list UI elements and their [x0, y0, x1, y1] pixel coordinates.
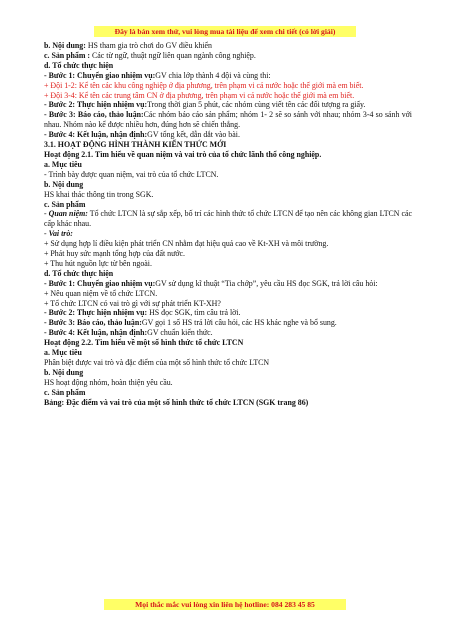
step-1	[44, 71, 412, 81]
text-product: Các từ ngữ, thuật ngữ liên quan ngành công nghiệp.	[90, 50, 256, 60]
step-4b-label: - Bước 4: Kết luận, nhận định:	[44, 328, 148, 338]
step-1b	[44, 279, 412, 289]
hotline-footer	[0, 600, 450, 609]
role-label: - Vai trò:	[44, 229, 73, 239]
preview-notice	[0, 27, 450, 36]
step-1-text: GV chia lớp thành 4 đội và cùng thi:	[155, 70, 271, 80]
step-4b	[44, 328, 412, 338]
step-4-label: - Bước 4: Kết luận, nhận định:	[44, 130, 148, 140]
concept-line	[44, 209, 412, 229]
step-4	[44, 130, 412, 140]
step-3b-text: GV gọi 1 số HS trả lời câu hỏi, các HS khác nghe và bổ sung.	[141, 318, 337, 328]
step-4b-text: GV chuẩn kiến thức.	[147, 328, 213, 338]
text-content: HS tham gia trò chơi do GV điều khiển	[85, 41, 212, 50]
heading-content: b. Nội dung	[44, 179, 84, 189]
heading-organize-2: d. Tổ chức thực hiện	[44, 268, 114, 278]
role-item-1: + Sử dụng hợp lí điều kiện phát triển CN nhằm đạt hiệu quả cao về Kt-XH và môi trường.	[44, 239, 329, 249]
section-heading: 3.1. HOẠT ĐỘNG HÌNH THÀNH KIẾN THỨC MỚI	[44, 140, 227, 150]
objective-text-2: Phân biệt được vai trò và đặc điểm của một số hình thức tổ chức LTCN	[44, 358, 270, 367]
heading-content-2: b. Nội dung	[44, 367, 84, 377]
step-2-label: - Bước 2: Thực hiện nhiệm vụ:	[44, 100, 148, 110]
step-2b	[44, 308, 412, 318]
heading-product-2: c. Sản phẩm	[44, 387, 86, 397]
heading-objective-2: a. Mục tiêu	[44, 348, 82, 358]
label-product: c. Sản phẩm :	[44, 50, 91, 60]
step-3b	[44, 318, 412, 328]
step-1-label: - Bước 1: Chuyển giao nhiệm vụ:	[44, 70, 156, 80]
step-2b-label: - Bước 2: Thực hiện nhiệm vụ:	[44, 308, 148, 318]
step-2	[44, 100, 412, 110]
label-content: b. Nội dung:	[44, 41, 86, 50]
line-content	[44, 41, 412, 51]
objective-text: - Trình bày được quan niệm, vai trò của tổ chức LTCN.	[44, 169, 219, 179]
preview-notice-text: Đây là bản xem thử, vui lòng mua tài liệu để xem chi tiết (có lời giải)	[114, 27, 336, 36]
table-caption: Bảng: Đặc điểm và vai trò của một số hình thức tổ chức LTCN (SGK trang 86)	[44, 397, 309, 407]
step-4-text: GV tổng kết, dẫn dắt vào bài.	[147, 130, 240, 140]
step-3-text: Các nhóm báo cáo sản phẩm; nhóm 1- 2 sẽ so sánh với nhau; nhóm 3-4 so sánh với nhau. Nhóm nào kể được nhiều hơn, đúng hơn sẽ chiến thắng.	[44, 110, 412, 130]
activity-2-2-title: Hoạt động 2.2. Tìm hiểu về một số hình thức tổ chức LTCN	[44, 338, 244, 348]
concept-label: - Quan niệm:	[44, 209, 88, 219]
role-item-3: + Thu hút nguồn lực từ bên ngoài.	[44, 258, 152, 268]
step-1b-label: - Bước 1: Chuyển giao nhiệm vụ:	[44, 278, 156, 288]
step-2b-text: HS đọc SGK, tìm câu trả lời.	[147, 308, 241, 318]
role-item-2: + Phát huy sức mạnh tổng hợp của đất nước.	[44, 249, 185, 259]
concept-text: Tổ chức LTCN là sự sắp xếp, bố trí các hình thức tổ chức LTCN để tạo nên các không gian LTCN các cấp khác nhau.	[44, 209, 412, 229]
hotline-text: Mọi thắc mắc vui lòng xin liên hệ hotline: 084 283 45 85	[135, 600, 315, 609]
heading-product: c. Sản phẩm	[44, 199, 86, 209]
step-3-label: - Bước 3: Báo cáo, thảo luận:	[44, 110, 144, 120]
heading-objective: a. Mục tiêu	[44, 159, 82, 169]
content-text: HS khai thác thông tin trong SGK.	[44, 189, 154, 199]
question-2: + Tổ chức LTCN có vai trò gì với sự phát triển KT-XH?	[44, 298, 221, 308]
step-1b-text: GV sử dụng kĩ thuật “Tia chớp”, yêu cầu HS đọc SGK, trả lời câu hỏi:	[155, 278, 378, 288]
question-1: + Nêu quan niệm về tổ chức LTCN.	[44, 288, 158, 298]
heading-organize: d. Tổ chức thực hiện	[44, 60, 114, 70]
team-3-4-task: + Đội 3-4: Kể tên các trung tâm CN ở địa phương, trên phạm vi cả nước hoặc thế giới mà em biết.	[44, 90, 355, 100]
activity-2-1-title: Hoạt động 2.1. Tìm hiểu về quan niệm và vai trò của tổ chức lãnh thổ công nghiệp.	[44, 149, 322, 159]
content-text-2: HS hoạt động nhóm, hoàn thiện yêu cầu.	[44, 377, 173, 387]
document-body	[44, 41, 412, 408]
step-2-text: Trong thời gian 5 phút, các nhóm cùng viết tên các đối tượng ra giấy.	[147, 100, 366, 110]
step-3b-label: - Bước 3: Báo cáo, thảo luận:	[44, 318, 142, 328]
team-1-2-task: + Đội 1-2: Kể tên các khu công nghiệp ở địa phương, trên phạm vi cả nước hoặc thế giới mà em biết.	[44, 80, 364, 90]
step-3	[44, 110, 412, 130]
line-product	[44, 51, 412, 61]
